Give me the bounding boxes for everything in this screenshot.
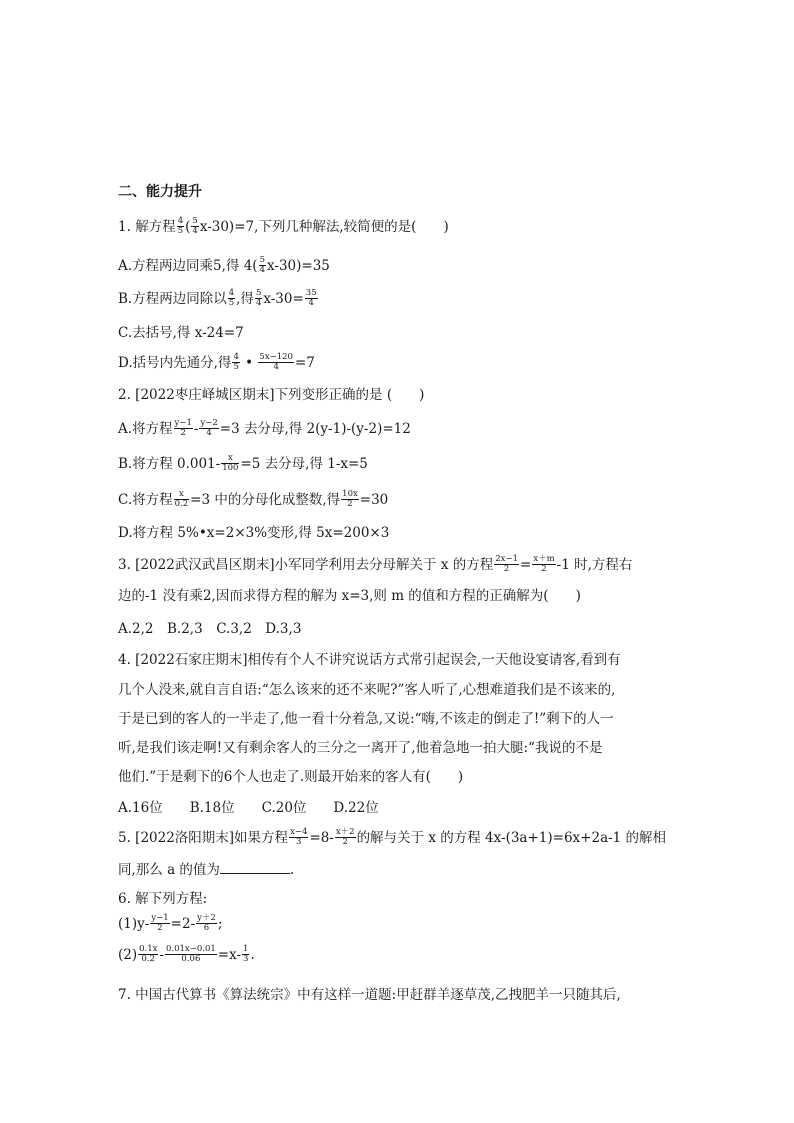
section-title: 二、能力提升	[118, 184, 202, 200]
q3-stem-line2: 边的-1 没有乘2,因而求得方程的解为 x=3,则 m 的值和方程的正确解为( )	[118, 588, 581, 604]
q3-options: A.2,2 B.2,3 C.3,2 D.3,3	[118, 621, 302, 637]
answer-blank[interactable]	[220, 861, 290, 874]
q1-option-b: B.方程两边同除以 $\frac{4}{5}$ ,得 $\frac{5}{4}$ x-30= $\frac{35}{4}$	[118, 288, 317, 308]
q2-stem: 2. [2022枣庄峄城区期末]下列变形正确的是 ( )	[118, 387, 425, 403]
q6-part2: (2) $\frac{0.1x}{0.2}$ - $\frac{0.01x-0.01}{0.06}$ =x- $\frac{1}{3}$ .	[118, 944, 255, 964]
q2-option-a: A.将方程 $\frac{y-1}{2}$ - $\frac{y-2}{4}$ =3 去分母,得 2(y-1)-(y-2)=12	[118, 418, 411, 438]
q4-line1: 4. [2022石家庄期末]相传有个人不讲究说话方式常引起误会,一天他设宴请客,看到有	[118, 652, 621, 668]
q2-option-b: B.将方程 0.001- $\frac{x}{100}$ =5 去分母,得 1-x=5	[118, 453, 368, 473]
q1-fraction: $\frac{4}{5}$	[177, 216, 184, 236]
q4-line4: 听,是我们该走啊!又有剩余客人的三分之一离开了,他着急地一拍大腿:“我说的不是	[118, 740, 603, 756]
q5-line2: 同,那么 a 的值为 .	[118, 862, 295, 878]
q4-line3: 于是已到的客人的一半走了,他一看十分着急,又说:“嗨,不该走的倒走了!”剩下的人一	[118, 711, 614, 727]
q4-line2: 几个人没来,就自言自语:“怎么该来的还不来呢?”客人听了,心想难道我们是不该来的,	[118, 682, 616, 698]
q6-part1: (1)y- $\frac{y-1}{2}$ =2- $\frac{y+2}{6}$ ;	[118, 913, 223, 933]
q1-stem: 1. 解方程 $\frac{4}{5}$ ( $\frac{5}{4}$ x-30)=7,下列几种解法,较简便的是( )	[118, 216, 449, 236]
q4-options: A.16位 B.18位 C.20位 D.22位	[118, 800, 379, 816]
q1-option-c: C.去括号,得 x-24=7	[118, 325, 244, 341]
q6-stem: 6. 解下列方程:	[118, 891, 208, 907]
q1-option-d: D.括号内先通分,得 $\frac{4}{5}$ • $\frac{5x-120}{4}$ =7	[118, 352, 315, 372]
q7-line1: 7. 中国古代算书《算法统宗》中有这样一道题:甲赶群羊逐草茂,乙拽肥羊一只随其后,	[118, 987, 621, 1003]
q5-line1: 5. [2022洛阳期末]如果方程 $\frac{x-4}{3}$ =8- $\frac{x+2}{2}$ 的解与关于 x 的方程 4x-(3a+1)=6x+2a-1 的解相	[118, 827, 667, 847]
q1-fraction-inner: $\frac{5}{4}$	[192, 216, 198, 236]
q2-option-c: C.将方程 $\frac{x}{0.2}$ =3 中的分母化成整数,得 $\frac{10x}{2}$ =30	[118, 489, 389, 509]
q3-stem-line1: 3. [2022武汉武昌区期末]小军同学利用去分母解关于 x 的方程 $\frac{2x-1}{2}$ = $\frac{x+m}{2}$ -1 时,方程右	[118, 554, 633, 574]
q1-option-a: A.方程两边同乘5,得 4( $\frac{5}{4}$ x-30)=35	[118, 255, 330, 275]
q4-line5: 他们.”于是剩下的6个人也走了.则最开始来的客人有( )	[118, 769, 464, 785]
q2-option-d: D.将方程 5%•x=2×3%变形,得 5x=200×3	[118, 525, 390, 541]
